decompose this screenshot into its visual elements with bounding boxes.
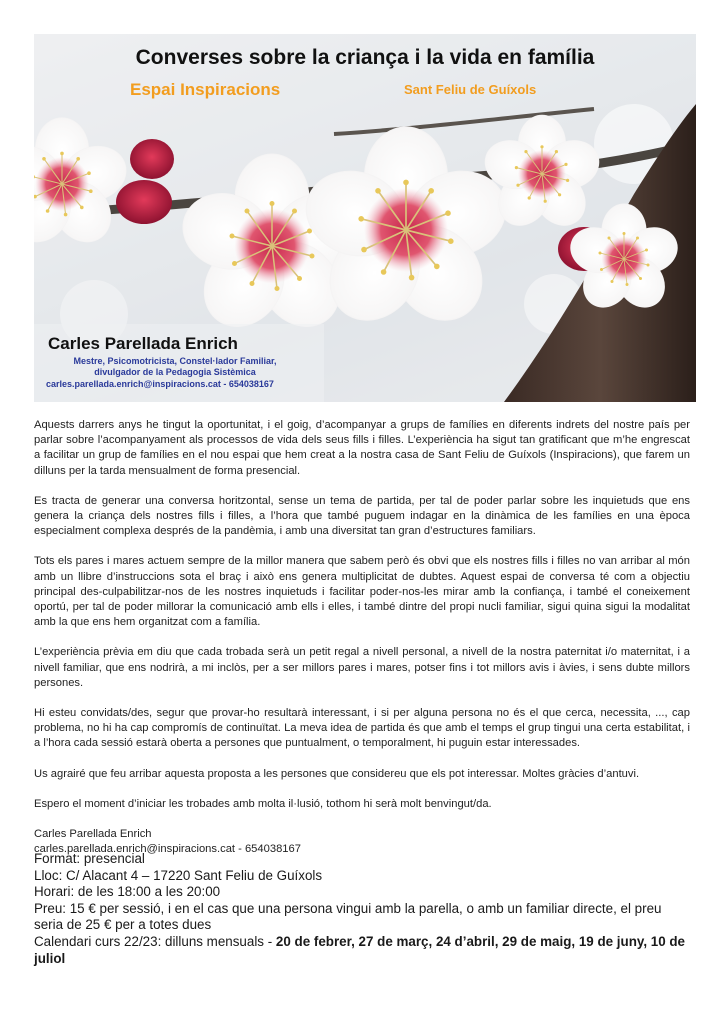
paragraph: Es tracta de generar una conversa horitzontal, sense un tema de partida, per tal de poder parlar sobre les inquietuds que ens genera la criança dels nostres fills i filles, a l’hora que també puguem indagar en la dinàmica de les famílies en una època especialment complexa després de la pandèmia, i amb una diversitat tan gran d’estructures familiars. — [34, 494, 690, 538]
detail-price: Preu: 15 € per sessió, i en el cas que una persona vingui amb la parella, o amb un familiar directe, el preu seria de 25 € per a totes dues — [34, 900, 662, 933]
banner-subtitle-espai: Espai Inspiracions — [130, 80, 281, 99]
paragraph: Aquests darrers anys he tingut la oportunitat, i el goig, d’acompanyar a grups de famílies en diferents indrets del nostre país per parlar sobre l’acompanyament als processos de vida dels seus fills i filles. L’experiència ha sigut tan gratificant que m’he engrescat a facilitar un grup de famílies en el nou espai que hem creat a la nostra casa de Sant Feliu de Guíxols (Inspiracions), que farem un dilluns per la tarda mensualment de forma presencial. — [34, 419, 690, 477]
signature-name: Carles Parellada Enrich — [34, 828, 152, 841]
calendar-dates: 20 de febrer, 27 de març, 24 d’abril, 29 de maig, 19 de juny, 10 de juliol — [34, 933, 686, 966]
author-name: Carles Parellada Enrich — [48, 334, 238, 353]
event-details — [34, 851, 694, 967]
author-role-line-2: divulgador de la Pedagogia Sistèmica — [94, 367, 256, 377]
detail-calendar — [34, 934, 694, 967]
paragraph: Espero el moment d’iniciar les trobades amb molta il·lusió, tothom hi serà molt benvingut/da. — [34, 797, 492, 810]
author-contact: carles.parellada.enrich@inspiracions.cat - 654038167 — [46, 379, 274, 389]
banner-subtitle-location: Sant Feliu de Guíxols — [404, 82, 537, 97]
detail-place: Lloc: C/ Alacant 4 – 17220 Sant Feliu de Guíxols — [34, 867, 323, 883]
paragraph: L’experiència prèvia em diu que cada trobada serà un petit regal a nivell personal, a nivell de la nostra paternitat i/o maternitat, i a nivell familiar, que ens nodrirà, a mi inclòs, per a ser millors pares i mares, potser fins i tot millors avis i àvies, i sens dubte millors persones. — [34, 646, 690, 689]
paragraph: Tots els pares i mares actuem sempre de la millor manera que sabem però és obvi que els nostres fills i filles no van arribar al món amb un llibre d’instruccions sota el braç i això ens genera multiplicitat de dubtes. Aquest espai de conversa té com a objectiu principal des-culpabilitzar-nos de les nostres inquietuds i facilitar poder-nos-les mirar amb la confiança, i també el coneixement oportú, per tal de poder millorar la comunicació amb ells i elles, i també dintre del propi nucli familiar, sigui quina sigui la modalitat amb la que ens hem organitzat com a família. — [34, 555, 690, 629]
author-role — [50, 356, 300, 378]
letter-body — [34, 418, 690, 857]
author-role-line-1: Mestre, Psicomotricista, Constel·lador Familiar, — [73, 356, 277, 366]
calendar-label: Calendari curs 22/23: dilluns mensuals - — [34, 933, 276, 949]
header-banner — [34, 34, 696, 402]
banner-title: Converses sobre la criança i la vida en família — [135, 46, 595, 69]
detail-schedule: Horari: de les 18:00 a les 20:00 — [34, 884, 221, 900]
paragraph: Us agrairé que feu arribar aquesta proposta a les persones que considereu que els pot interessar. Moltes gràcies d’antuvi. — [34, 767, 640, 780]
signature-contact: carles.parellada.enrich@inspiracions.cat - 654038167 — [34, 843, 301, 856]
detail-format: Format: presencial — [34, 851, 145, 866]
paragraph: Hi esteu convidats/des, segur que provar-ho resultarà interessant, i si per alguna persona no és el que cerca, necessita, ..., cap problema, no hi ha cap compromís de continuïtat. La meva idea de partida és que amb el temps el grup tingui una certa estabilitat, i a l’hora cada sessió estarà oberta a persones que puntualment, o temporalment, hi puguin estar interessades. — [34, 707, 690, 750]
